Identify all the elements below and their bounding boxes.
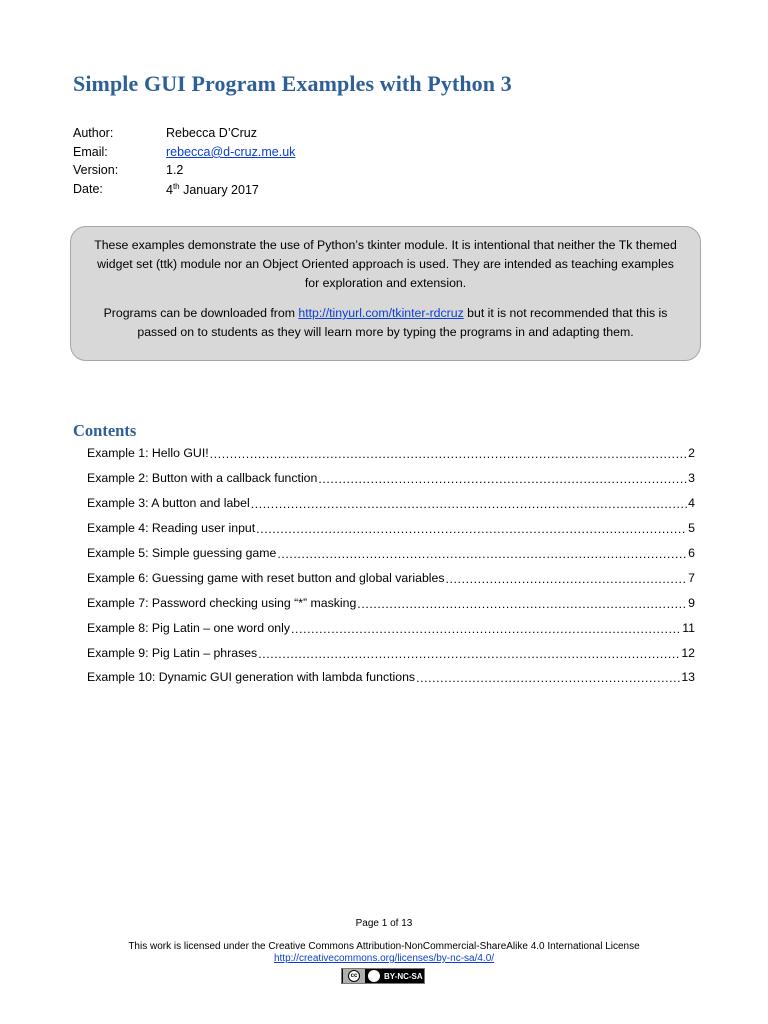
email-row (73, 143, 295, 162)
author-value: Rebecca D’Cruz (166, 126, 258, 141)
date-day-suffix: th (172, 181, 180, 191)
date-row (73, 180, 295, 199)
toc-entry[interactable] (87, 590, 695, 615)
cc-logo-text: cc (348, 970, 360, 982)
toc-entry-page: 9 (688, 595, 695, 610)
notice-paragraph-2 (91, 304, 680, 342)
contents-heading: Contents (73, 421, 137, 440)
toc-entry-title: Example 7: Password checking using “*” masking (87, 595, 357, 610)
license-notice (0, 941, 768, 965)
toc-entry[interactable] (87, 565, 695, 590)
toc-entry-title: Example 8: Pig Latin – one word only (87, 620, 291, 635)
toc-entry-title: Example 10: Dynamic GUI generation with lambda functions (87, 670, 416, 685)
document-metadata (73, 124, 295, 198)
page-number: Page 1 of 13 (355, 918, 413, 929)
attribution-person-icon (368, 970, 380, 982)
document-title: Simple GUI Program Examples with Python 3 (73, 71, 512, 96)
notice-text-before-link: Programs can be downloaded from (103, 306, 299, 320)
email-link[interactable]: rebecca@d-cruz.me.uk (166, 144, 296, 159)
version-row (73, 161, 295, 180)
toc-entry-page: 4 (688, 496, 695, 511)
toc-dot-leader (318, 472, 687, 486)
toc-entry-title: Example 6: Guessing game with reset button and global variables (87, 570, 445, 585)
toc-dot-leader (258, 647, 680, 661)
license-text: This work is licensed under the Creative Commons Attribution-NonCommercial-ShareAlike 4.0 International License (128, 941, 640, 952)
date-label: Date: (73, 182, 103, 197)
email-label: Email: (73, 144, 108, 159)
toc-dot-leader (416, 671, 680, 685)
toc-entry[interactable] (87, 615, 695, 640)
toc-entry[interactable] (87, 441, 695, 466)
toc-dot-leader (357, 597, 687, 611)
cc-attribution-icons (368, 970, 380, 982)
toc-dot-leader (256, 522, 687, 536)
table-of-contents (87, 441, 695, 690)
toc-entry-page: 12 (681, 645, 695, 660)
toc-entry-page: 6 (688, 546, 695, 560)
toc-dot-leader (251, 497, 687, 511)
toc-entry[interactable] (87, 640, 695, 665)
cc-logo-icon (343, 969, 365, 983)
license-link[interactable]: http://creativecommons.org/licenses/by-nc-sa/4.0/ (273, 953, 495, 964)
notice-paragraph-1: These examples demonstrate the use of Python’s tkinter module. It is intentional that neither the Tk themed widget set (ttk) module nor an Object Oriented approach is used. They are intended as teaching examples for exploration and extension. (94, 238, 677, 290)
toc-entry[interactable] (87, 541, 695, 566)
toc-dot-leader (446, 572, 688, 586)
toc-dot-leader (277, 547, 687, 561)
date-day: 4 (166, 182, 173, 197)
toc-entry-page: 11 (682, 620, 695, 635)
toc-entry-page: 3 (688, 471, 695, 486)
author-label: Author: (73, 126, 114, 141)
version-label: Version: (73, 163, 119, 178)
toc-dot-leader (291, 622, 681, 636)
toc-entry-page: 2 (688, 446, 695, 461)
cc-badge-text: BY-NC-SA (384, 971, 423, 981)
toc-dot-leader (210, 447, 688, 461)
toc-entry-title: Example 5: Simple guessing game (87, 546, 277, 560)
notice-text-after-link: but it is not recommended that this is passed on to students as they will learn more by typing the programs in and adapting them. (137, 306, 668, 339)
version-value: 1.2 (166, 163, 184, 178)
toc-entry-page: 7 (688, 570, 695, 585)
toc-entry-page: 13 (681, 670, 695, 685)
date-value (166, 182, 259, 197)
toc-entry-title: Example 2: Button with a callback function (87, 471, 318, 486)
author-row (73, 124, 295, 143)
notice-box (70, 226, 701, 361)
date-month-year: January 2017 (179, 182, 259, 197)
toc-entry-title: Example 9: Pig Latin – phrases (87, 645, 258, 660)
download-link[interactable]: http://tinyurl.com/tkinter-rdcruz (298, 306, 464, 320)
toc-entry[interactable] (87, 491, 695, 516)
toc-entry-title: Example 1: Hello GUI! (87, 446, 209, 461)
toc-entry[interactable] (87, 516, 695, 541)
toc-entry-page: 5 (688, 521, 695, 536)
toc-entry-title: Example 3: A button and label (87, 496, 250, 511)
toc-entry[interactable] (87, 665, 695, 690)
toc-entry[interactable] (87, 466, 695, 491)
cc-license-badge[interactable] (341, 968, 425, 984)
toc-entry-title: Example 4: Reading user input (87, 521, 256, 536)
